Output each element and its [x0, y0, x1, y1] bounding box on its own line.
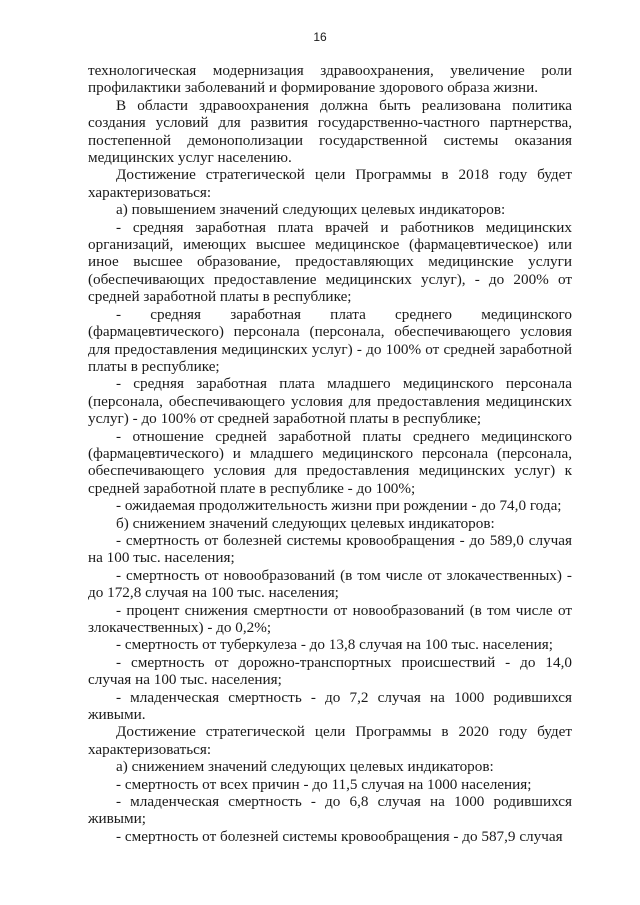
paragraph: а) снижением значений следующих целевых индикаторов:: [116, 758, 494, 776]
page-number: 16: [313, 30, 327, 44]
paragraph: - младенческая смертность - до 7,2 случая на 1000 родившихся живыми.: [88, 688, 572, 724]
paragraph: - смертность от дорожно-транспортных происшествий - до 14,0 случая на 100 тыс. населения;: [88, 653, 572, 689]
paragraph: - младенческая смертность - до 6,8 случая на 1000 родившихся живыми;: [88, 793, 572, 828]
paragraph: - смертность от всех причин - до 11,5 случая на 1000 населения;: [116, 775, 532, 793]
paragraph: технологическая модернизация здравоохранения, увеличение роли профилактики заболеваний и формирование здорового образа жизни.: [88, 62, 572, 97]
paragraph: - средняя заработная плата среднего медицинского (фармацевтического) персонала (персонала, обеспечивающего условия для предоставления медицинских услуг) - до 100% от средней заработной платы в республике;: [88, 305, 572, 375]
paragraph: Достижение стратегической цели Программы в 2018 году будет характеризоваться:: [88, 166, 572, 201]
paragraph: - смертность от туберкулеза - до 13,8 случая на 100 тыс. населения;: [116, 636, 553, 654]
paragraph: Достижение стратегической цели Программы в 2020 году будет характеризоваться:: [88, 723, 572, 758]
paragraph: - отношение средней заработной платы среднего медицинского (фармацевтического) и младшего медицинского персонала (персонала, обеспечивающего условия для предоставления медицинских услуг) к средней заработной плате в республике - до 100%;: [88, 427, 572, 497]
paragraph: - смертность от болезней системы кровообращения - до 587,9 случая: [116, 827, 563, 845]
paragraph: - процент снижения смертности от новообразований (в том числе от злокачественных) - до 0,2%;: [88, 601, 572, 636]
paragraph: В области здравоохранения должна быть реализована политика создания условий для развития государственно-частного партнерства, постепенной демонополизации государственной системы оказания медицинских услуг населению.: [88, 96, 572, 167]
paragraph: а) повышением значений следующих целевых индикаторов:: [116, 201, 506, 219]
paragraph: - средняя заработная плата врачей и работников медицинских организаций, имеющих высшее медицинское (фармацевтическое) или иное высшее образование, предоставляющих медицинские услуги (обеспечивающих предоставление медицинских услуг), - до 200% от средней заработной платы в республике;: [88, 218, 572, 306]
document-body: [88, 62, 572, 845]
paragraph: б) снижением значений следующих целевых индикаторов:: [116, 514, 495, 532]
paragraph: - ожидаемая продолжительность жизни при рождении - до 74,0 года;: [116, 497, 562, 515]
paragraph: - смертность от новообразований (в том числе от злокачественных) - до 172,8 случая на 100 тыс. населения;: [88, 566, 572, 602]
paragraph: - смертность от болезней системы кровообращения - до 589,0 случая на 100 тыс. населения;: [88, 531, 572, 567]
paragraph: - средняя заработная плата младшего медицинского персонала (персонала, обеспечивающего условия для предоставления медицинских услуг) - до 100% от средней заработной платы в республике;: [88, 375, 572, 428]
